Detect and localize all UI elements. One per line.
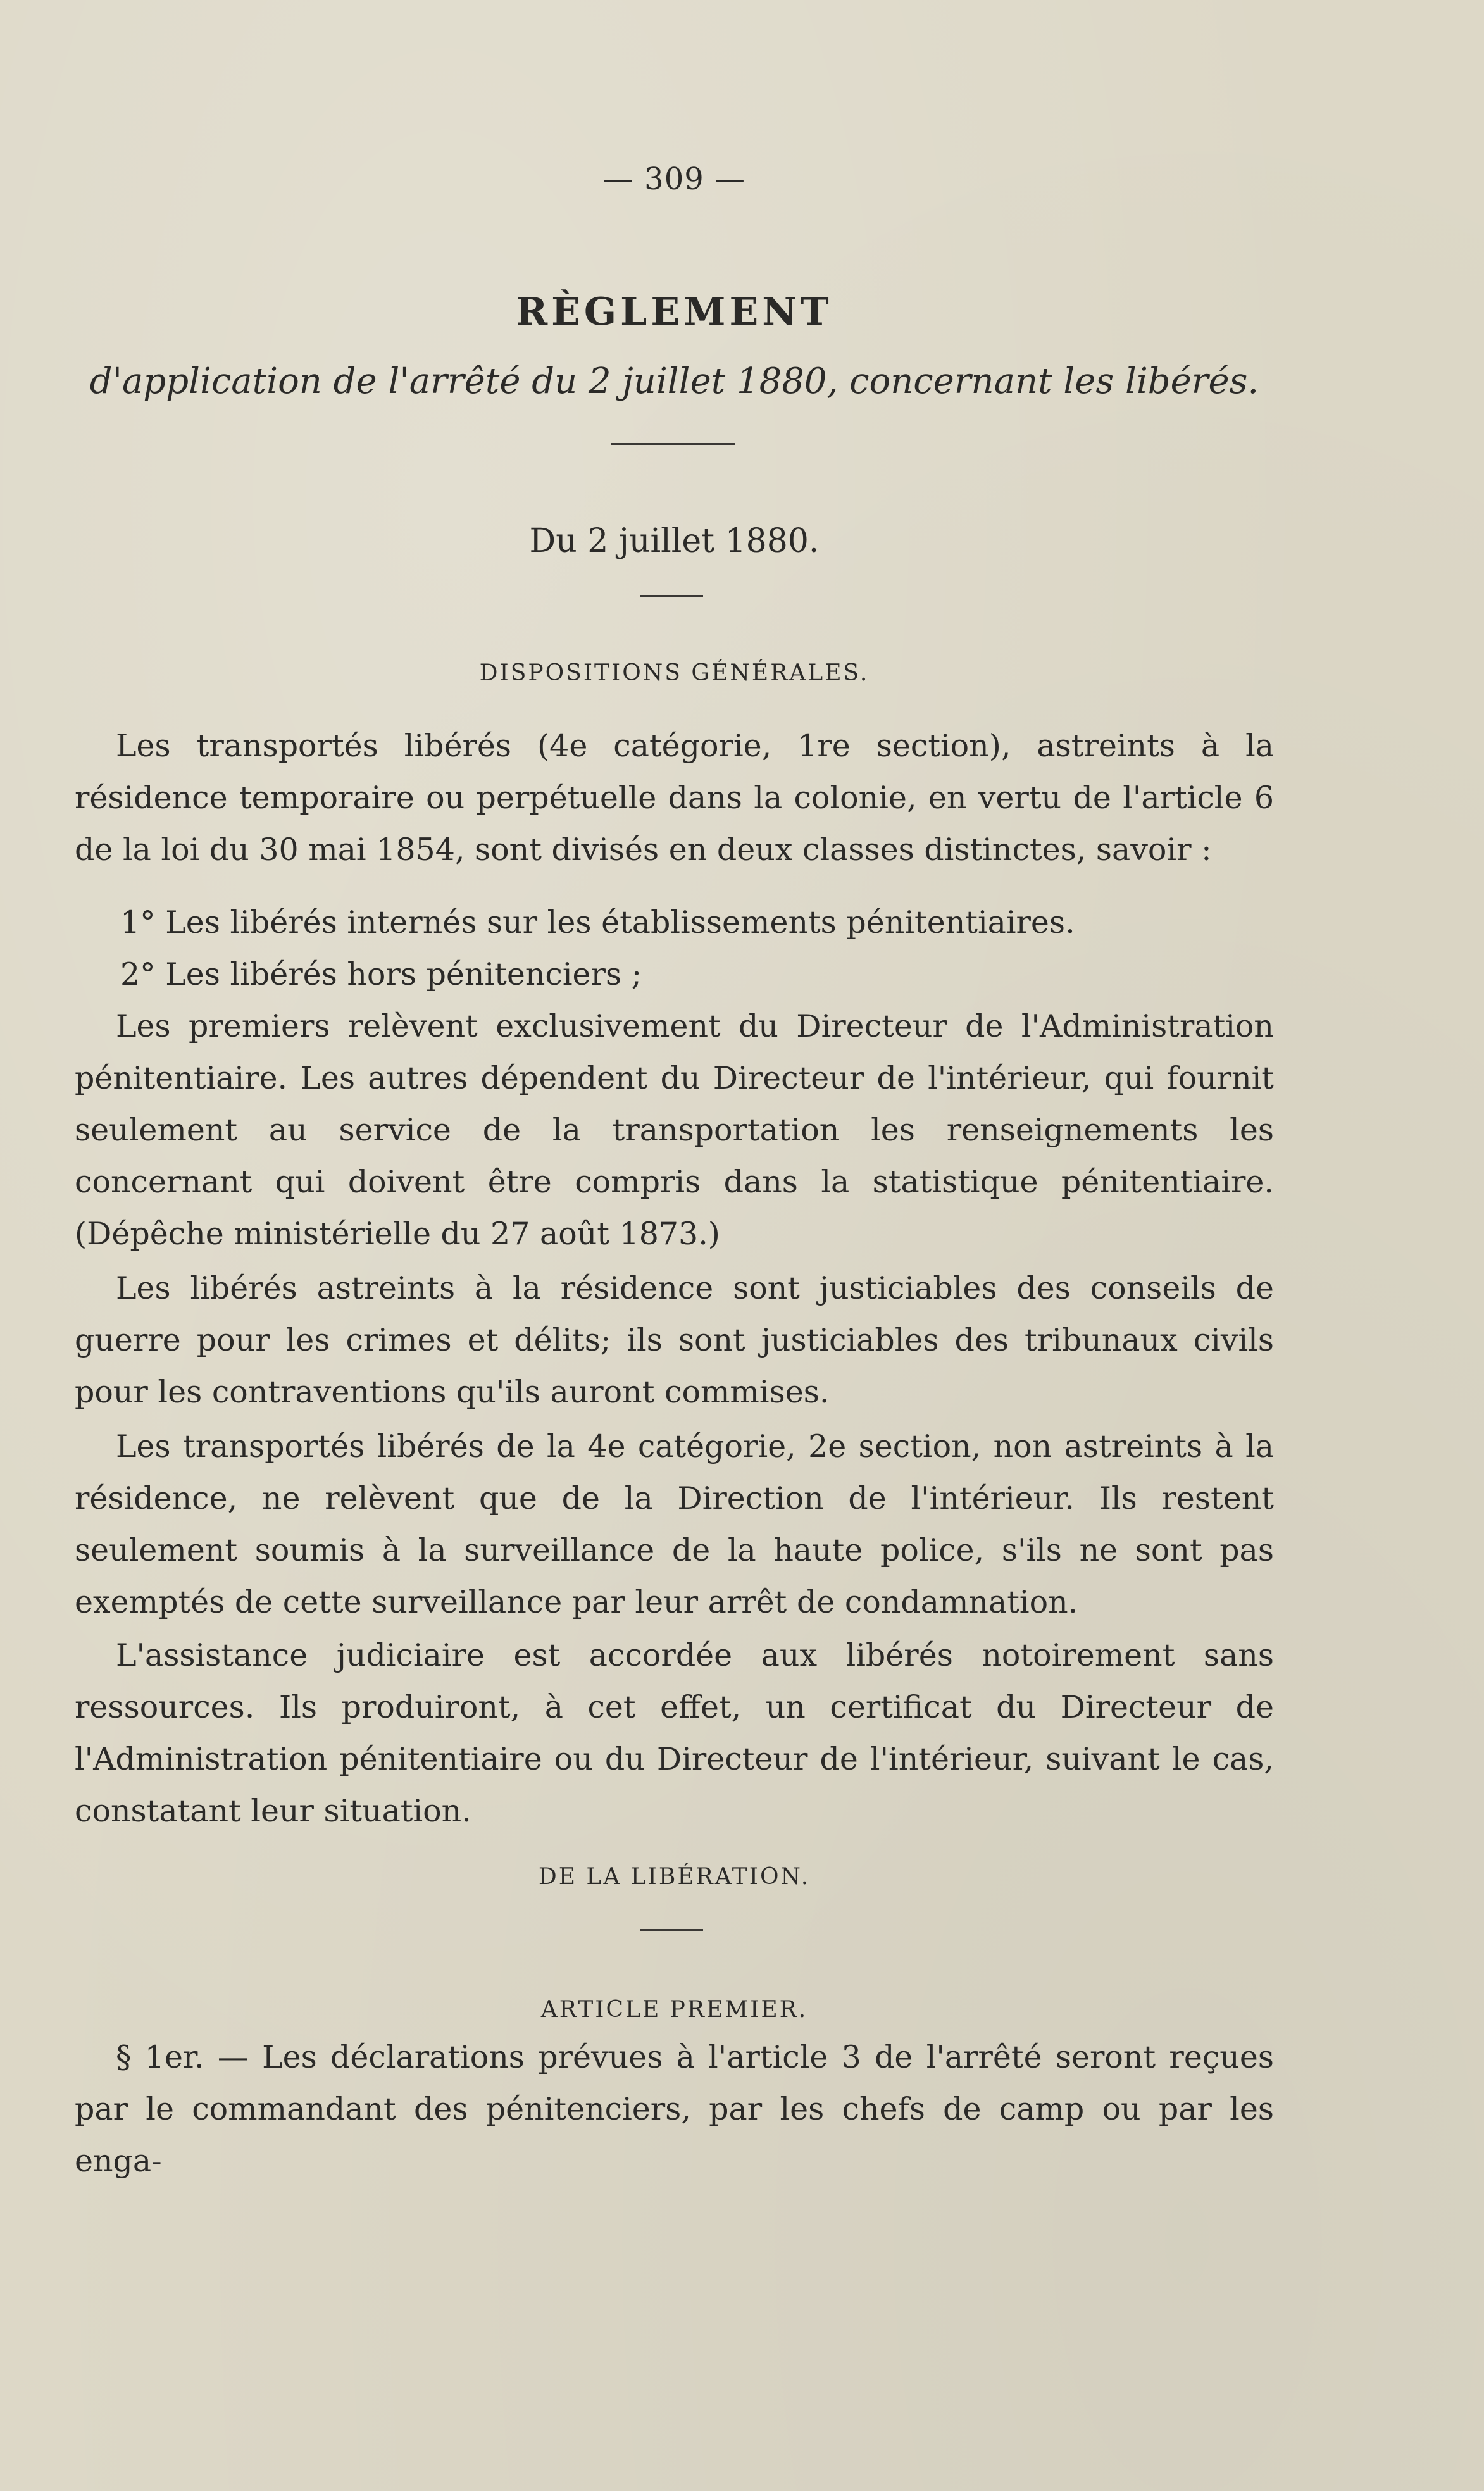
list-item: 1° Les libérés internés sur les établissements pénitentiaires. [120, 904, 1075, 940]
title-divider [611, 443, 735, 445]
paragraph: Les libérés astreints à la résidence sont justiciables des conseils de guerre pour les crimes et délits; ils sont justiciables des tribunaux civils pour les contraventions qu'ils auront commises. [75, 1270, 1274, 1410]
page-number: — 309 — [602, 161, 746, 197]
document-date: Du 2 juillet 1880. [529, 522, 820, 560]
paragraph: Les transportés libérés de la 4e catégorie, 2e section, non astreints à la résidence, ne relèvent que de la Direction de l'intérieur. Ils restent seulement soumis à la surveillance de la haute police, s'ils ne sont pas exemptés de cette surveillance par leur arrêt de condamnation. [75, 1428, 1274, 1620]
article-heading: ARTICLE PREMIER. [540, 1997, 808, 2023]
document-subtitle: d'application de l'arrêté du 2 juillet 1880, concernant les libérés. [89, 361, 1259, 402]
paragraph: Les premiers relèvent exclusivement du Directeur de l'Administration pénitentiaire. Les autres dépendent du Directeur de l'intérieur, qui fournit seulement au service de la transportation les renseignements les concernant qui doivent être compris dans la statistique pénitentiaire. (Dépêche ministérielle du 27 août 1873.) [75, 1008, 1274, 1252]
section-heading-liberation: DE LA LIBÉRATION. [538, 1864, 811, 1890]
paragraph: Les transportés libérés (4e catégorie, 1re section), astreints à la résidence temporaire ou perpétuelle dans la colonie, en vertu de l'article 6 de la loi du 30 mai 1854, sont divisés en deux classes distinctes, savoir : [75, 728, 1274, 868]
paragraph: L'assistance judiciaire est accordée aux libérés notoirement sans ressources. Ils produiront, à cet effet, un certificat du Directeur de l'Administration pénitentiaire ou du Directeur de l'intérieur, suivant le cas, constatant leur situation. [75, 1637, 1274, 1829]
document-title: RÈGLEMENT [516, 290, 833, 334]
date-divider [640, 595, 703, 597]
list-item: 2° Les libérés hors pénitenciers ; [120, 956, 642, 992]
section-divider [640, 1929, 703, 1931]
paragraph: § 1er. — Les déclarations prévues à l'article 3 de l'arrêté seront reçues par le commandant des pénitenciers, par les chefs de camp ou par les enga- [75, 2039, 1274, 2179]
section-heading-dispositions: DISPOSITIONS GÉNÉRALES. [479, 660, 870, 686]
